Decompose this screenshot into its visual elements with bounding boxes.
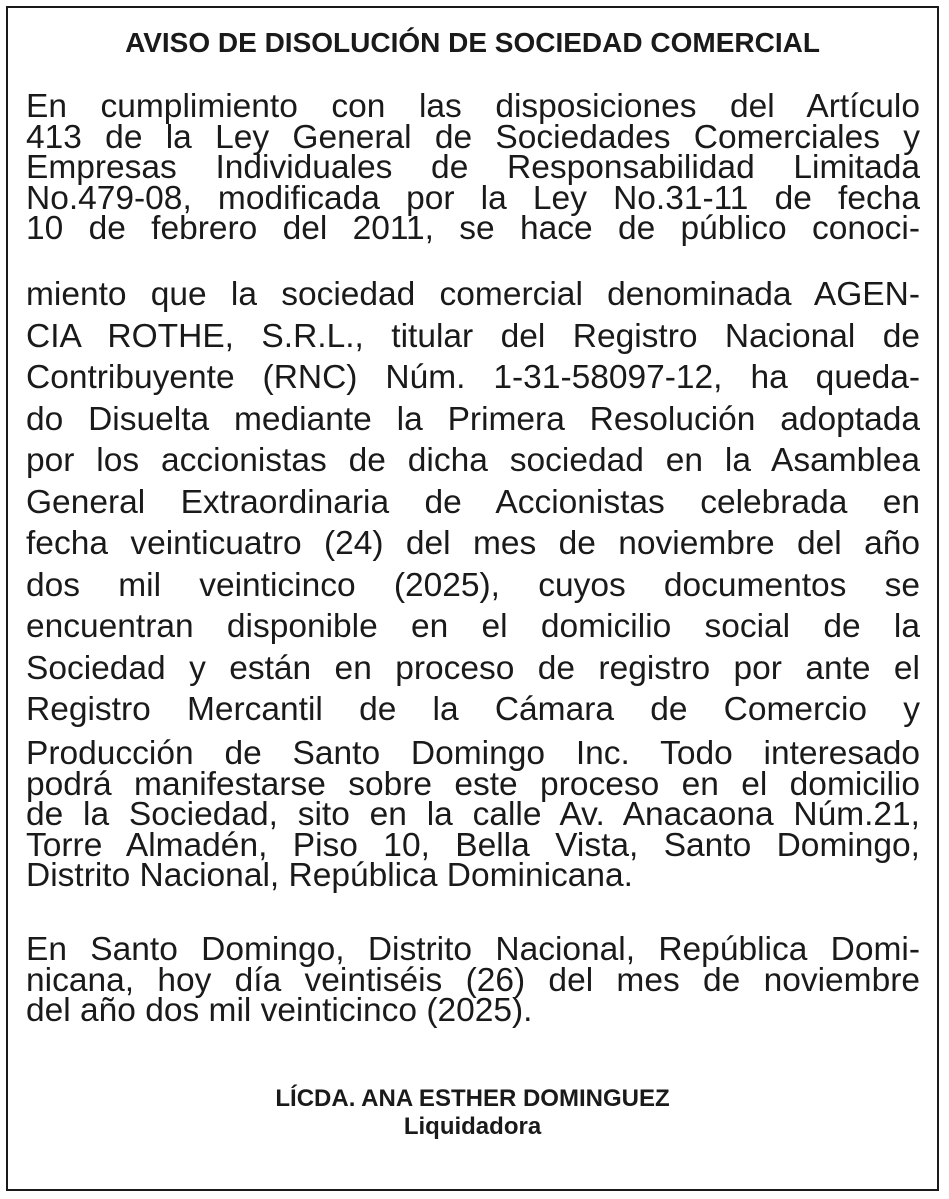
text-line: dos mil veinticinco (2025), cuyos documentos se xyxy=(26,566,920,604)
text-line: No.479-08, modificada por la Ley No.31-11 de fecha xyxy=(26,179,920,217)
notice-paragraph-1-part-a xyxy=(26,88,920,247)
signature-block xyxy=(8,1085,937,1141)
notice-paragraph-2 xyxy=(26,931,920,1029)
text-line: CIA ROTHE, S.R.L., titular del Registro Nacional de xyxy=(26,317,920,355)
text-line: 413 de la Ley General de Sociedades Comerciales y xyxy=(26,118,920,156)
text-line: do Disuelta mediante la Primera Resolución adoptada xyxy=(26,400,920,438)
text-line: Distrito Nacional, República Dominicana. xyxy=(26,857,633,894)
text-line: General Extraordinaria de Accionistas celebrada en xyxy=(26,483,920,521)
text-line: En cumplimiento con las disposiciones del Artículo xyxy=(26,88,920,125)
text-line: 10 de febrero del 2011, se hace de público conoci- xyxy=(26,210,920,247)
text-line: nicana, hoy día veintiséis (26) del mes de noviembre xyxy=(26,961,920,999)
text-line: por los accionistas de dicha sociedad en la Asamblea xyxy=(26,442,920,479)
text-line: En Santo Domingo, Distrito Nacional, República Domi- xyxy=(26,931,920,968)
text-line: Sociedad y están en proceso de registro por ante el xyxy=(26,649,920,687)
text-line: encuentran disponible en el domicilio social de la xyxy=(26,608,920,645)
notice-title: AVISO DE DISOLUCIÓN DE SOCIEDAD COMERCIAL xyxy=(125,27,820,58)
text-line: de la Sociedad, sito en la calle Av. Anacaona Núm.21, xyxy=(26,796,920,833)
notice-paragraph-1-part-b xyxy=(26,274,920,731)
text-line: Torre Almadén, Piso 10, Bella Vista, Santo Domingo, xyxy=(26,826,920,864)
text-line: fecha veinticuatro (24) del mes de noviembre del año xyxy=(26,525,920,562)
notice-paragraph-1-part-c xyxy=(26,735,920,894)
text-line: Contribuyente (RNC) Núm. 1-31-58097-12, ha queda- xyxy=(26,359,920,396)
text-line: podrá manifestarse sobre este proceso en el domicilio xyxy=(26,765,920,803)
text-line: Empresas Individuales de Responsabilidad Limitada xyxy=(26,149,920,186)
text-line: Producción de Santo Domingo Inc. Todo interesado xyxy=(26,735,920,772)
signatory-name: LÍCDA. ANA ESTHER DOMINGUEZ xyxy=(275,1085,670,1112)
text-line: miento que la sociedad comercial denominada AGEN- xyxy=(26,276,920,313)
signatory-role: Liquidadora xyxy=(403,1113,542,1140)
legal-notice xyxy=(6,6,939,1191)
text-line: del año dos mil veinticinco (2025). xyxy=(26,992,533,1029)
text-line: Registro Mercantil de la Cámara de Comercio y xyxy=(26,691,920,728)
